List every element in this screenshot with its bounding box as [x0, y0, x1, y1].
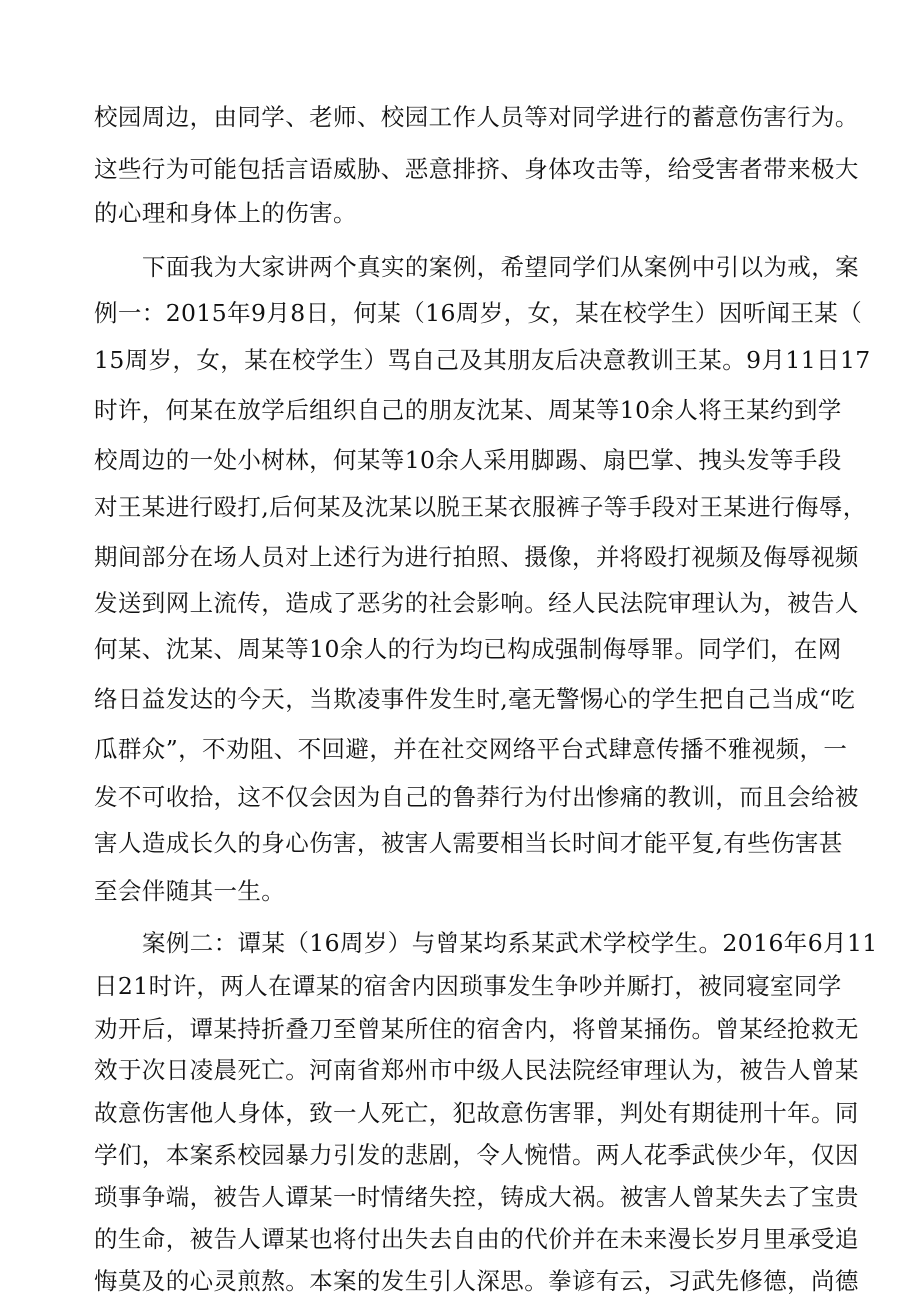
- text-line: 悔莫及的心灵煎熬。本案的发生引人深思。拳谚有云，习武先修德，尚德: [94, 1267, 859, 1295]
- text-line: 时许，何某在放学后组织自己的朋友沈某、周某等10余人将王某约到学: [94, 396, 842, 424]
- text-line: 的生命，被告人谭某也将付出失去自由的代价并在未来漫长岁月里承受追: [94, 1225, 859, 1253]
- text-line: 15周岁，女，某在校学生）骂自己及其朋友后决意教训王某。9月11日17: [94, 346, 871, 374]
- text-line: 瓜群众”，不劝阻、不回避，并在社交网络平台式肆意传播不雅视频，一: [94, 735, 848, 763]
- text-line: 发送到网上流传，造成了恶劣的社会影响。经人民法院审理认为，被告人: [94, 589, 859, 617]
- text-line: 对王某进行殴打,后何某及沈某以脱王某衣服裤子等手段对王某进行侮辱，: [94, 493, 867, 521]
- text-line: 日21时许，两人在谭某的宿舍内因琐事发生争吵并厮打，被同寝室同学: [94, 972, 842, 1000]
- text-line: 这些行为可能包括言语威胁、恶意排挤、身体攻击等，给受害者带来极大: [94, 155, 859, 183]
- text-line: 至会伴随其一生。: [94, 877, 286, 905]
- text-line: 学们，本案系校园暴力引发的悲剧，令人惋惜。两人花季武侠少年，仅因: [94, 1141, 859, 1169]
- text-line: 效于次日凌晨死亡。河南省郑州市中级人民法院经审理认为，被告人曾某: [94, 1056, 859, 1084]
- text-line: 发不可收拾，这不仅会因为自己的鲁莽行为付出惨痛的教训，而且会给被: [94, 783, 859, 811]
- text-line: 故意伤害他人身体，致一人死亡，犯故意伤害罪，判处有期徒刑十年。同: [94, 1099, 859, 1127]
- text-line: 期间部分在场人员对上述行为进行拍照、摄像，并将殴打视频及侮辱视频: [94, 543, 859, 571]
- text-line: 害人造成长久的身心伤害，被害人需要相当长时间才能平复,有些伤害甚: [94, 829, 843, 857]
- text-line: 何某、沈某、周某等10余人的行为均已构成强制侮辱罪。同学们，在网: [94, 635, 842, 663]
- text-line: 络日益发达的今天，当欺凌事件发生时,毫无警惕心的学生把自己当成“吃: [94, 685, 856, 713]
- text-line: 的心理和身体上的伤害。: [94, 199, 357, 227]
- text-line: 校周边的一处小树林，何某等10余人采用脚踢、扇巴掌、拽头发等手段: [94, 446, 842, 474]
- text-line: 下面我为大家讲两个真实的案例，希望同学们从案例中引以为戒，案: [142, 253, 859, 281]
- text-line: 劝开后，谭某持折叠刀至曾某所住的宿舍内，将曾某捅伤。曾某经抢救无: [94, 1015, 859, 1043]
- text-line: 校园周边，由同学、老师、校园工作人员等对同学进行的蓄意伤害行为。: [94, 103, 859, 131]
- text-line: 琐事争端，被告人谭某一时情绪失控，铸成大祸。被害人曾某失去了宝贵: [94, 1183, 859, 1211]
- text-line: 案例二：谭某（16周岁）与曾某均系某武术学校学生。2016年6月11: [142, 929, 878, 957]
- text-line: 例一：2015年9月8日，何某（16周岁，女，某在校学生）因听闻王某（: [94, 299, 863, 327]
